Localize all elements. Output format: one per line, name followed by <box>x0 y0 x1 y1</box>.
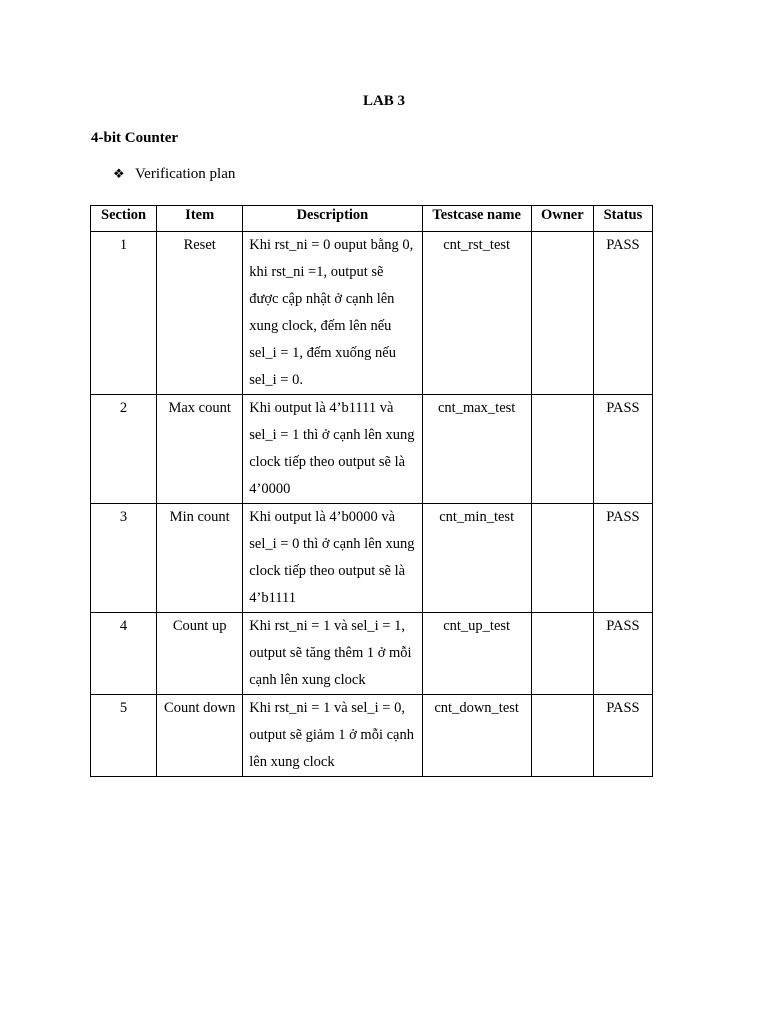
cell-description: Khi output là 4’b1111 và sel_i = 1 thì ở cạnh lên xung clock tiếp theo output sẽ là 4’0000 <box>243 395 422 504</box>
cell-description: Khi output là 4’b0000 và sel_i = 0 thì ở cạnh lên xung clock tiếp theo output sẽ là 4’b1111 <box>243 504 422 613</box>
cell-testcase: cnt_max_test <box>422 395 531 504</box>
diamond-bullet-icon: ❖ <box>113 167 125 182</box>
cell-section: 5 <box>91 695 157 777</box>
cell-owner <box>531 613 593 695</box>
cell-owner <box>531 232 593 395</box>
table-row <box>91 504 653 613</box>
cell-section: 4 <box>91 613 157 695</box>
cell-status: PASS <box>593 504 652 613</box>
cell-testcase: cnt_down_test <box>422 695 531 777</box>
cell-testcase: cnt_rst_test <box>422 232 531 395</box>
table-row <box>91 232 653 395</box>
table-row <box>91 395 653 504</box>
cell-item: Max count <box>157 395 243 504</box>
verification-plan-table <box>90 205 653 777</box>
cell-item: Reset <box>157 232 243 395</box>
cell-status: PASS <box>593 395 652 504</box>
column-header-status: Status <box>593 206 652 232</box>
page-title: LAB 3 <box>362 93 406 109</box>
cell-testcase: cnt_up_test <box>422 613 531 695</box>
bullet-label: Verification plan <box>135 166 236 182</box>
section-heading: 4-bit Counter <box>91 130 179 146</box>
cell-owner <box>531 395 593 504</box>
cell-section: 2 <box>91 395 157 504</box>
column-header-testcase: Testcase name <box>422 206 531 232</box>
cell-section: 3 <box>91 504 157 613</box>
table-row <box>91 695 653 777</box>
cell-testcase: cnt_min_test <box>422 504 531 613</box>
cell-description: Khi rst_ni = 0 ouput bằng 0, khi rst_ni =1, output sẽ được cập nhật ở cạnh lên xung clock, đếm lên nếu sel_i = 1, đếm xuống nếu sel_i = 0. <box>243 232 422 395</box>
column-header-section: Section <box>91 206 157 232</box>
column-header-item: Item <box>157 206 243 232</box>
cell-item: Count up <box>157 613 243 695</box>
cell-description: Khi rst_ni = 1 và sel_i = 1, output sẽ tăng thêm 1 ở mỗi cạnh lên xung clock <box>243 613 422 695</box>
cell-owner <box>531 504 593 613</box>
table-header-row <box>91 206 653 232</box>
column-header-owner: Owner <box>531 206 593 232</box>
cell-description: Khi rst_ni = 1 và sel_i = 0, output sẽ giảm 1 ở mỗi cạnh lên xung clock <box>243 695 422 777</box>
bullet-item <box>113 166 235 183</box>
column-header-description: Description <box>243 206 422 232</box>
cell-item: Min count <box>157 504 243 613</box>
cell-item: Count down <box>157 695 243 777</box>
table-row <box>91 613 653 695</box>
cell-status: PASS <box>593 695 652 777</box>
cell-section: 1 <box>91 232 157 395</box>
cell-status: PASS <box>593 232 652 395</box>
cell-owner <box>531 695 593 777</box>
cell-status: PASS <box>593 613 652 695</box>
